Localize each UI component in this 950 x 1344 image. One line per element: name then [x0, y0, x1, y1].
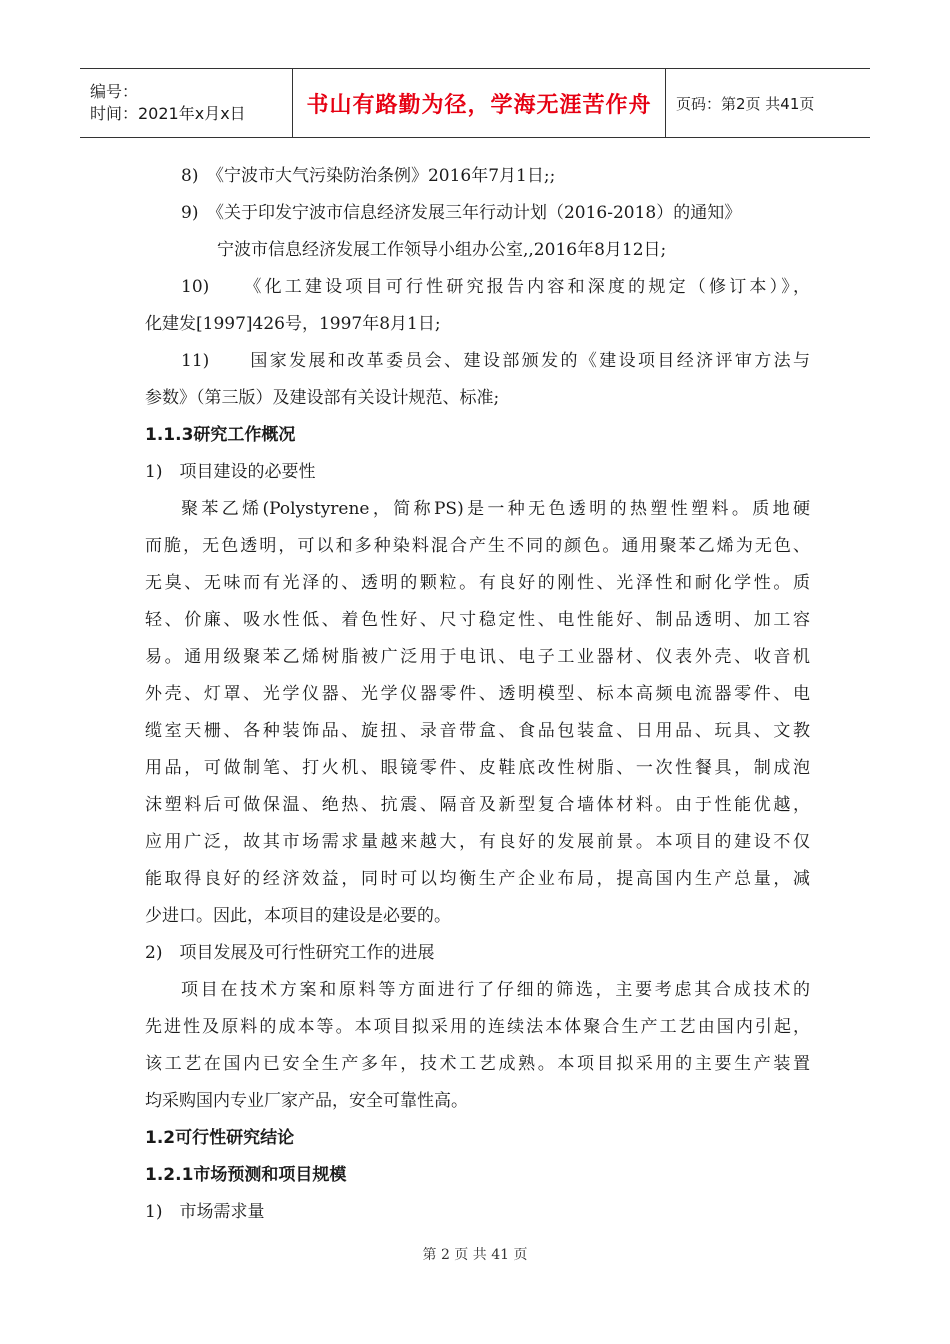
- section-heading: 1.2可行性研究结论: [145, 1128, 295, 1148]
- document-body: [145, 158, 810, 1231]
- reference-item-continuation: 参数》（第三版）及建设部有关设计规范、标准;: [145, 388, 500, 408]
- paragraph-line: 聚苯乙烯(Polystyrene，简称PS)是一种无色透明的热塑性塑料。质地硬: [181, 499, 810, 519]
- section-heading: 1.1.3研究工作概况: [145, 425, 296, 445]
- subsection-title: 2) 项目发展及可行性研究工作的进展: [145, 943, 435, 963]
- header-motto: 书山有路勤为径，学海无涯苦作舟: [306, 92, 652, 118]
- paragraph-line: 该工艺在国内已安全生产多年，技术工艺成熟。本项目拟采用的主要生产装置: [145, 1054, 810, 1074]
- paragraph-line: 均采购国内专业厂家产品，安全可靠性高。: [145, 1091, 468, 1111]
- paragraph-line: 先进性及原料的成本等。本项目拟采用的连续法本体聚合生产工艺由国内引起，: [145, 1017, 810, 1037]
- paragraph-line: 少进口。因此，本项目的建设是必要的。: [145, 906, 451, 926]
- paragraph-line: 能取得良好的经济效益，同时可以均衡生产企业布局，提高国内生产总量，减: [145, 869, 810, 889]
- paragraph-line: 而脆，无色透明，可以和多种染料混合产生不同的颜色。通用聚苯乙烯为无色、: [145, 536, 810, 556]
- paragraph-line: 外壳、灯罩、光学仪器、光学仪器零件、透明模型、标本高频电流器零件、电: [145, 684, 810, 704]
- header-motto-cell: [292, 69, 666, 137]
- subsection-title: 1) 项目建设的必要性: [145, 462, 316, 482]
- reference-item: 8) 《宁波市大气污染防治条例》2016年7月1日;;: [181, 166, 556, 186]
- page-footer: 第 2 页 共 41 页: [422, 1247, 528, 1263]
- paragraph-line: 应用广泛，故其市场需求量越来越大，有良好的发展前景。本项目的建设不仅: [145, 832, 810, 852]
- paragraph-line: 缆室天栅、各种装饰品、旋扭、录音带盒、食品包装盒、日用品、玩具、文教: [145, 721, 810, 741]
- document-number-label: 编号：: [90, 82, 139, 101]
- document-time-label: 时间：2021年x月x日: [90, 104, 246, 123]
- reference-item-continuation: 化建发[1997]426号，1997年8月1日;: [145, 314, 441, 334]
- header-page-info-cell: [666, 69, 870, 137]
- paragraph-line: 无臭、无味而有光泽的、透明的颗粒。有良好的刚性、光泽性和耐化学性。质: [145, 573, 810, 593]
- reference-item: 10) 《化工建设项目可行性研究报告内容和深度的规定（修订本）》，: [181, 277, 810, 297]
- reference-item: 9) 《关于印发宁波市信息经济发展三年行动计划（2016-2018）的通知》: [181, 203, 742, 223]
- section-heading: 1.2.1市场预测和项目规模: [145, 1165, 347, 1185]
- header-meta: [80, 69, 292, 137]
- reference-item-continuation: 宁波市信息经济发展工作领导小组办公室,,2016年8月12日;: [217, 240, 667, 260]
- paragraph-line: 易。通用级聚苯乙烯树脂被广泛用于电讯、电子工业器材、仪表外壳、收音机: [145, 647, 810, 667]
- paragraph-line: 轻、价廉、吸水性低、着色性好、尺寸稳定性、电性能好、制品透明、加工容: [145, 610, 810, 630]
- paragraph-line: 项目在技术方案和原料等方面进行了仔细的筛选，主要考虑其合成技术的: [181, 980, 810, 1000]
- reference-item: 11) 国家发展和改革委员会、建设部颁发的《建设项目经济评审方法与: [181, 351, 810, 371]
- header-page-info: 页码：第2页 共41页: [676, 94, 815, 113]
- paragraph-line: 沫塑料后可做保温、绝热、抗震、隔音及新型复合墙体材料。由于性能优越，: [145, 795, 810, 815]
- page-header: [80, 68, 870, 138]
- paragraph-line: 用品，可做制笔、打火机、眼镜零件、皮鞋底改性树脂、一次性餐具，制成泡: [145, 758, 810, 778]
- subsection-title: 1) 市场需求量: [145, 1202, 265, 1222]
